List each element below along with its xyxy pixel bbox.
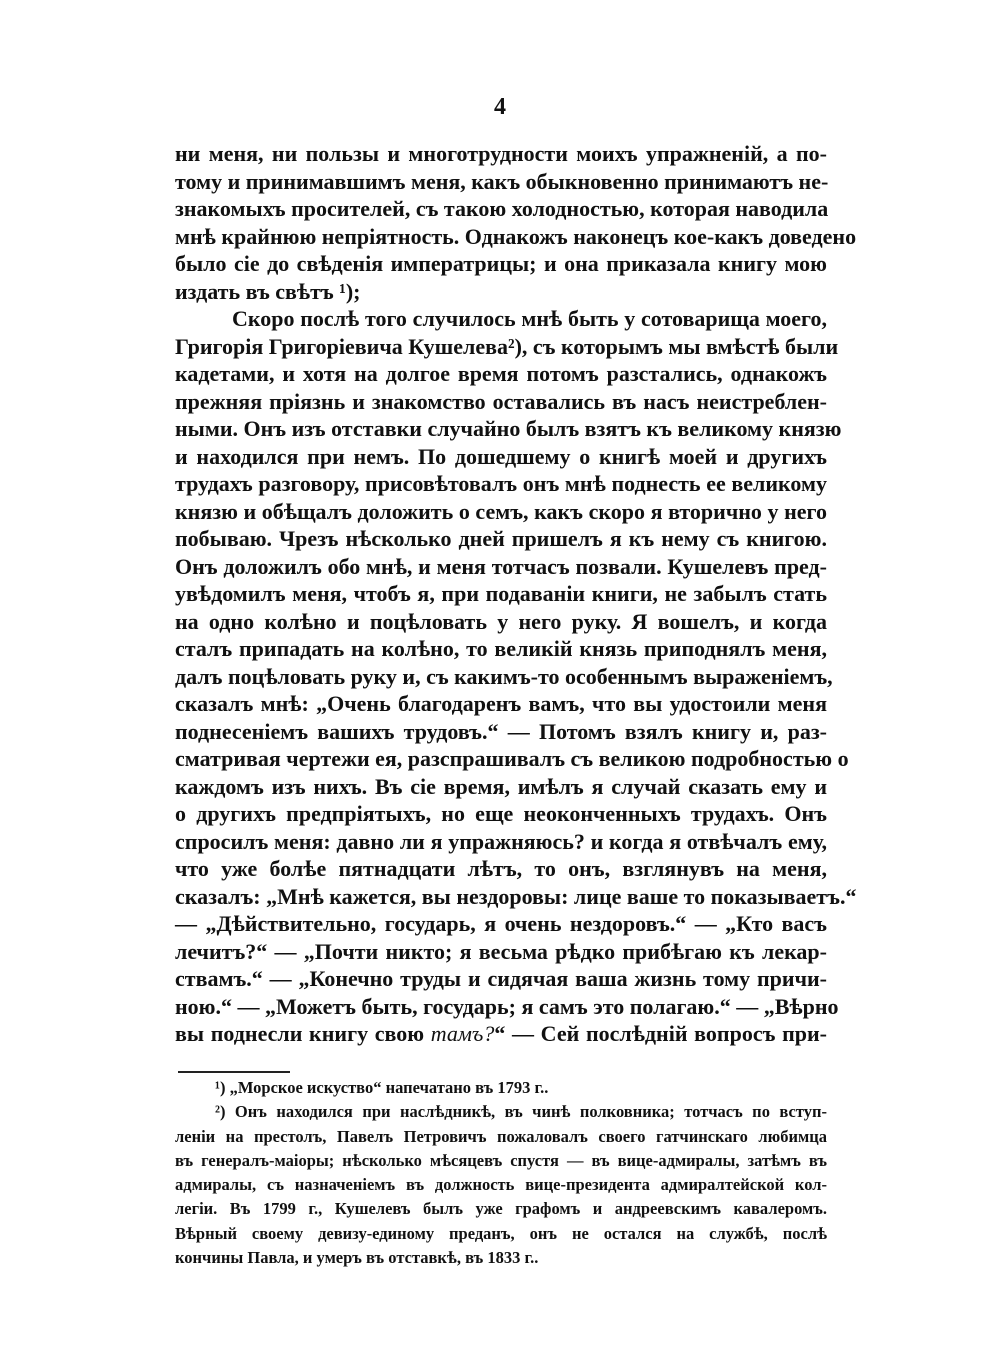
body-line: сталъ припадать на колѣно, то великій князь приподнялъ меня, bbox=[175, 636, 827, 661]
body-line: поднесеніемъ вашихъ трудовъ.“ — Потомъ взялъ книгу и, раз- bbox=[175, 718, 827, 744]
body-line: сматривая чертежи ея, разспрашивалъ съ великою подробностью о bbox=[175, 746, 849, 771]
body-line: сказалъ: „Мнѣ кажется, вы нездоровы: лице ваше то показываетъ.“ bbox=[175, 883, 857, 909]
body-line: трудахъ разговору, присовѣтовалъ онъ мнѣ поднесть ее великому bbox=[175, 471, 827, 496]
body-line: ною.“ — „Можетъ быть, государь; я самъ это полагаю.“ — „Вѣрно bbox=[175, 993, 839, 1019]
footnotes bbox=[175, 1076, 827, 1270]
body-line: что уже болѣе пятнадцати лѣтъ, то онъ, взглянувъ на меня, bbox=[175, 856, 827, 881]
page-number: 4 bbox=[494, 94, 506, 120]
body-line: спросилъ меня: давно ли я упражняюсь? и когда я отвѣчалъ ему, bbox=[175, 828, 827, 854]
body-line: знакомыхъ просителей, съ такою холодностью, которая наводила bbox=[175, 196, 829, 221]
body-line-part: вы поднесли книгу свою bbox=[175, 1021, 425, 1046]
footnote-line: въ генералъ-маіоры; нѣсколько мѣсяцевъ спустя — въ вице-адмиралы, затѣмъ въ bbox=[175, 1150, 827, 1170]
body-line: князю и обѣщалъ доложить о семъ, какъ скоро я вторично у него bbox=[175, 498, 827, 524]
body-line: и находился при немъ. По дошедшему о книгѣ моей и другихъ bbox=[175, 443, 827, 469]
body-line: на одно колѣно и поцѣловать у него руку. Я вошелъ, и когда bbox=[175, 608, 827, 634]
footnote-1: ¹) „Морское искуство“ напечатано въ 1793 г.. bbox=[215, 1078, 549, 1097]
body-line: издать въ свѣтъ ¹); bbox=[175, 278, 361, 304]
body-line: ствамъ.“ — „Конечно труды и сидячая ваша жизнь тому причи- bbox=[175, 966, 827, 991]
body-line bbox=[175, 1020, 827, 1048]
body-line: увѣдомилъ меня, чтобъ я, при подаваніи книги, не забылъ стать bbox=[175, 581, 827, 606]
body-line: ными. Онъ изъ отставки случайно былъ взятъ къ великому князю bbox=[175, 416, 842, 441]
body-line: кадетами, и хотя на долгое время потомъ разстались, однакожъ bbox=[175, 361, 827, 386]
body-line: прежняя пріязнь и знакомство оставались въ насъ неистреблен- bbox=[175, 388, 827, 414]
footnote-line: легіи. Въ 1799 г., Кушелевъ былъ уже графомъ и андреевскимъ кавалеромъ. bbox=[175, 1199, 827, 1219]
body-line: далъ поцѣловать руку и, съ какимъ-то особеннымъ выраженіемъ, bbox=[175, 663, 833, 689]
footnote-line: адмиралы, съ назначеніемъ въ должность вице-президента адмиралтейской кол- bbox=[175, 1175, 827, 1195]
body-line: Онъ доложилъ обо мнѣ, и меня тотчасъ позвали. Кушелевъ пред- bbox=[175, 553, 827, 579]
body-line: — „Дѣйствительно, государь, я очень нездоровъ.“ — „Кто васъ bbox=[175, 911, 827, 936]
body-text bbox=[175, 140, 857, 1048]
body-line: сказалъ мнѣ: „Очень благодаренъ вамъ, что вы удостоили меня bbox=[175, 691, 827, 716]
body-line-part: “ — Сей послѣдній вопросъ при- bbox=[494, 1021, 827, 1046]
body-line: побываю. Чрезъ нѣсколько дней пришелъ я къ нему съ книгою. bbox=[175, 526, 827, 551]
body-line: Григорія Григоріевича Кушелева²), съ которымъ мы вмѣстѣ были bbox=[175, 333, 839, 359]
footnote-line: леніи на престолъ, Павелъ Петровичъ пожаловалъ своего гатчинскаго любимца bbox=[175, 1126, 827, 1146]
body-line: тому и принимавшимъ меня, какъ обыкновенно принимаютъ не- bbox=[175, 168, 829, 194]
footnote-2: ²) Онъ находился при наслѣдникѣ, въ чинѣ полковника; тотчасъ по вступ- bbox=[215, 1102, 827, 1122]
body-line: ни меня, ни пользы и многотрудности моихъ упражненій, а по- bbox=[175, 141, 827, 166]
footnote-line: кончины Павла, и умеръ въ отставкѣ, въ 1833 г.. bbox=[175, 1248, 539, 1268]
italic-word: тамъ? bbox=[430, 1021, 495, 1046]
footnote-divider bbox=[178, 1071, 290, 1073]
body-line: лечитъ?“ — „Почти никто; я весьма рѣдко прибѣгаю къ лекар- bbox=[175, 938, 827, 964]
body-line: о другихъ предпріятыхъ, но еще неоконченныхъ трудахъ. Онъ bbox=[175, 801, 827, 826]
body-line: каждомъ изъ нихъ. Въ сіе время, имѣлъ я случай сказать ему и bbox=[175, 773, 827, 799]
body-line: мнѣ крайнюю непріятность. Однакожъ наконецъ кое-какъ доведено bbox=[175, 223, 857, 249]
body-line: было сіе до свѣденія императрицы; и она приказала книгу мою bbox=[175, 251, 827, 276]
body-line: Скоро послѣ того случилось мнѣ быть у сотоварища моего, bbox=[232, 306, 827, 331]
footnote-line: Вѣрный своему девизу-единому преданъ, онъ не остался на службѣ, послѣ bbox=[175, 1223, 827, 1243]
